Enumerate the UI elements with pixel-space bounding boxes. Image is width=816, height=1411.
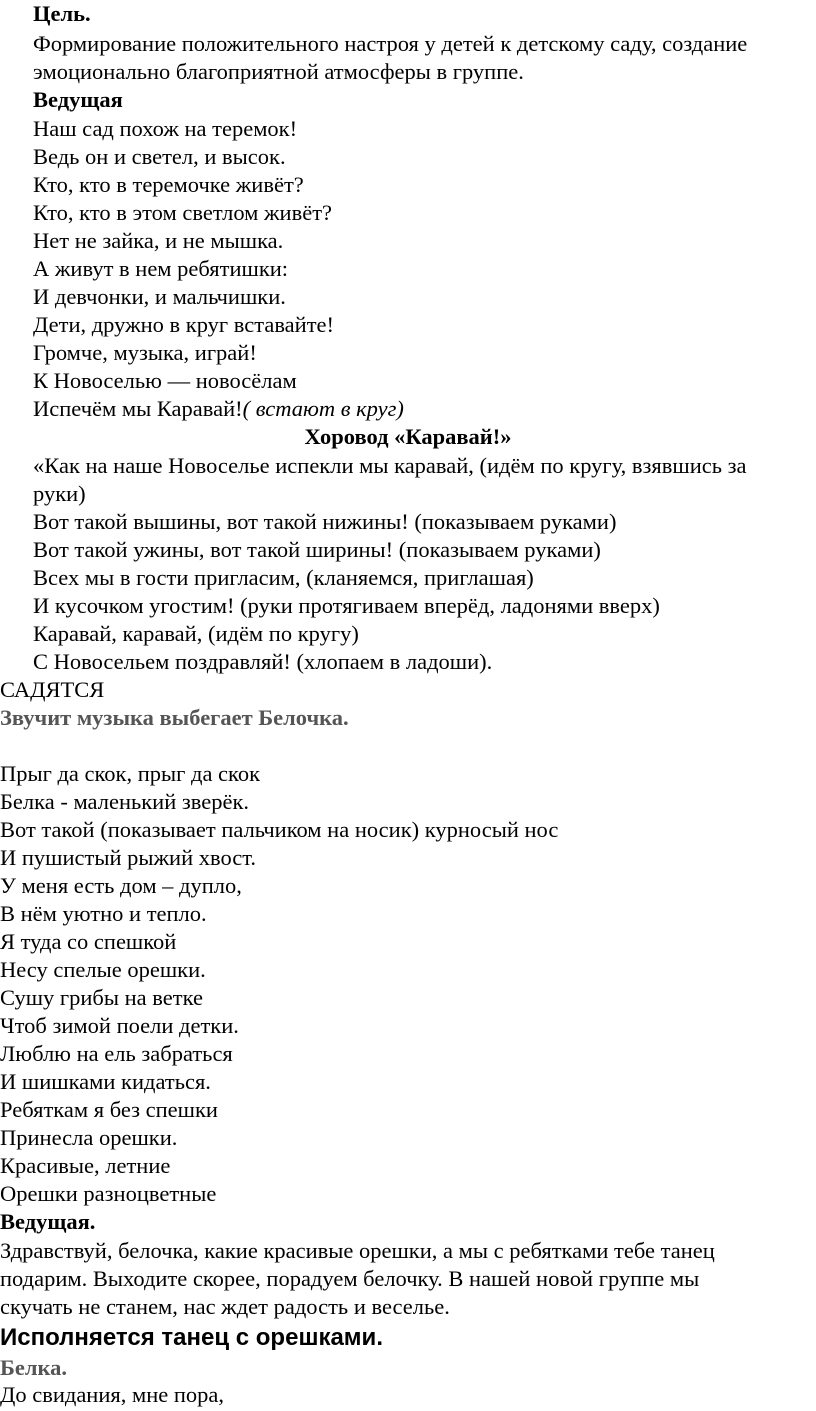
goal-label: Цель.	[33, 1, 91, 26]
stage-direction: ( встают в круг)	[242, 396, 404, 421]
squirrel-poem-line: Я туда со спешкой	[0, 929, 177, 954]
goal-text-line-2: эмоционально благоприятной атмосферы в группе.	[33, 59, 524, 84]
squirrel-poem-line: У меня есть дом – дупло,	[0, 873, 242, 898]
dance-title: Хоровод «Каравай!»	[304, 424, 512, 449]
dance-line: руки)	[33, 481, 86, 506]
dance-line: И кусочком угостим! (руки протягиваем вперёд, ладонями вверх)	[33, 593, 660, 618]
squirrel-poem-line: В нём уютно и тепло.	[0, 901, 207, 926]
poem-line: Дети, дружно в круг вставайте!	[33, 312, 335, 337]
poem-last-line-text: Испечём мы Каравай!	[33, 396, 243, 421]
squirrel-poem-line: Вот такой (показывает пальчиком на носик) курносый нос	[0, 817, 559, 842]
poem-last-line	[33, 395, 404, 423]
poem-line: Громче, музыка, играй!	[33, 340, 257, 365]
host-line: подарим. Выходите скорее, порадуем белочку. В нашей новой группе мы	[0, 1266, 700, 1291]
squirrel-poem-line: Красивые, летние	[0, 1153, 171, 1178]
host-label-2: Ведущая.	[0, 1209, 96, 1234]
squirrel-poem-line: Сушу грибы на ветке	[0, 985, 203, 1010]
squirrel-poem-line: И шишками кидаться.	[0, 1069, 211, 1094]
squirrel-poem-line: Люблю на ель забраться	[0, 1041, 233, 1066]
squirrel-poem-line: Несу спелые орешки.	[0, 957, 206, 982]
poem-line: Кто, кто в этом светлом живёт?	[33, 200, 333, 225]
music-note: Звучит музыка выбегает Белочка.	[0, 705, 349, 730]
dance-line: Всех мы в гости пригласим, (кланяемся, приглашая)	[33, 565, 534, 590]
host-line: Здравствуй, белочка, какие красивые орешки, а мы с ребятками тебе танец	[0, 1238, 715, 1263]
farewell-line: До свидания, мне пора,	[0, 1382, 225, 1407]
squirrel-poem-line: И пушистый рыжий хвост.	[0, 845, 257, 870]
squirrel-label: Белка.	[0, 1355, 67, 1380]
squirrel-poem-line: Белка - маленький зверёк.	[0, 789, 250, 814]
squirrel-poem-line: Чтоб зимой поели детки.	[0, 1013, 239, 1038]
poem-line: Кто, кто в теремочке живёт?	[33, 172, 304, 197]
dance-line: «Как на наше Новоселье испекли мы каравай, (идём по кругу, взявшись за	[33, 453, 747, 478]
poem-line: Ведь он и светел, и высок.	[33, 144, 286, 169]
poem-line: К Новоселью — новосёлам	[33, 368, 297, 393]
dance-heading: Исполняется танец с орешками.	[0, 1324, 383, 1351]
dance-line: Вот такой ужины, вот такой ширины! (показываем руками)	[33, 537, 601, 562]
host-label: Ведущая	[33, 87, 123, 112]
squirrel-poem-line: Прыг да скок, прыг да скок	[0, 761, 261, 786]
dance-line: С Новосельем поздравляй! (хлопаем в ладоши).	[33, 649, 493, 674]
squirrel-poem-line: Принесла орешки.	[0, 1125, 178, 1150]
poem-line: А живут в нем ребятишки:	[33, 256, 289, 281]
squirrel-poem-line: Орешки разноцветные	[0, 1181, 217, 1206]
sit-note: САДЯТСЯ	[0, 677, 105, 702]
dance-line: Вот такой вышины, вот такой нижины! (показываем руками)	[33, 509, 617, 534]
poem-line: И девчонки, и мальчишки.	[33, 284, 286, 309]
host-line: скучать не станем, нас ждет радость и веселье.	[0, 1294, 450, 1319]
dance-line: Каравай, каравай, (идём по кругу)	[33, 621, 359, 646]
squirrel-poem-line: Ребяткам я без спешки	[0, 1097, 218, 1122]
poem-line: Наш сад похож на теремок!	[33, 116, 298, 141]
goal-text-line-1: Формирование положительного настроя у детей к детскому саду, создание	[33, 31, 748, 56]
poem-line: Нет не зайка, и не мышка.	[33, 228, 284, 253]
